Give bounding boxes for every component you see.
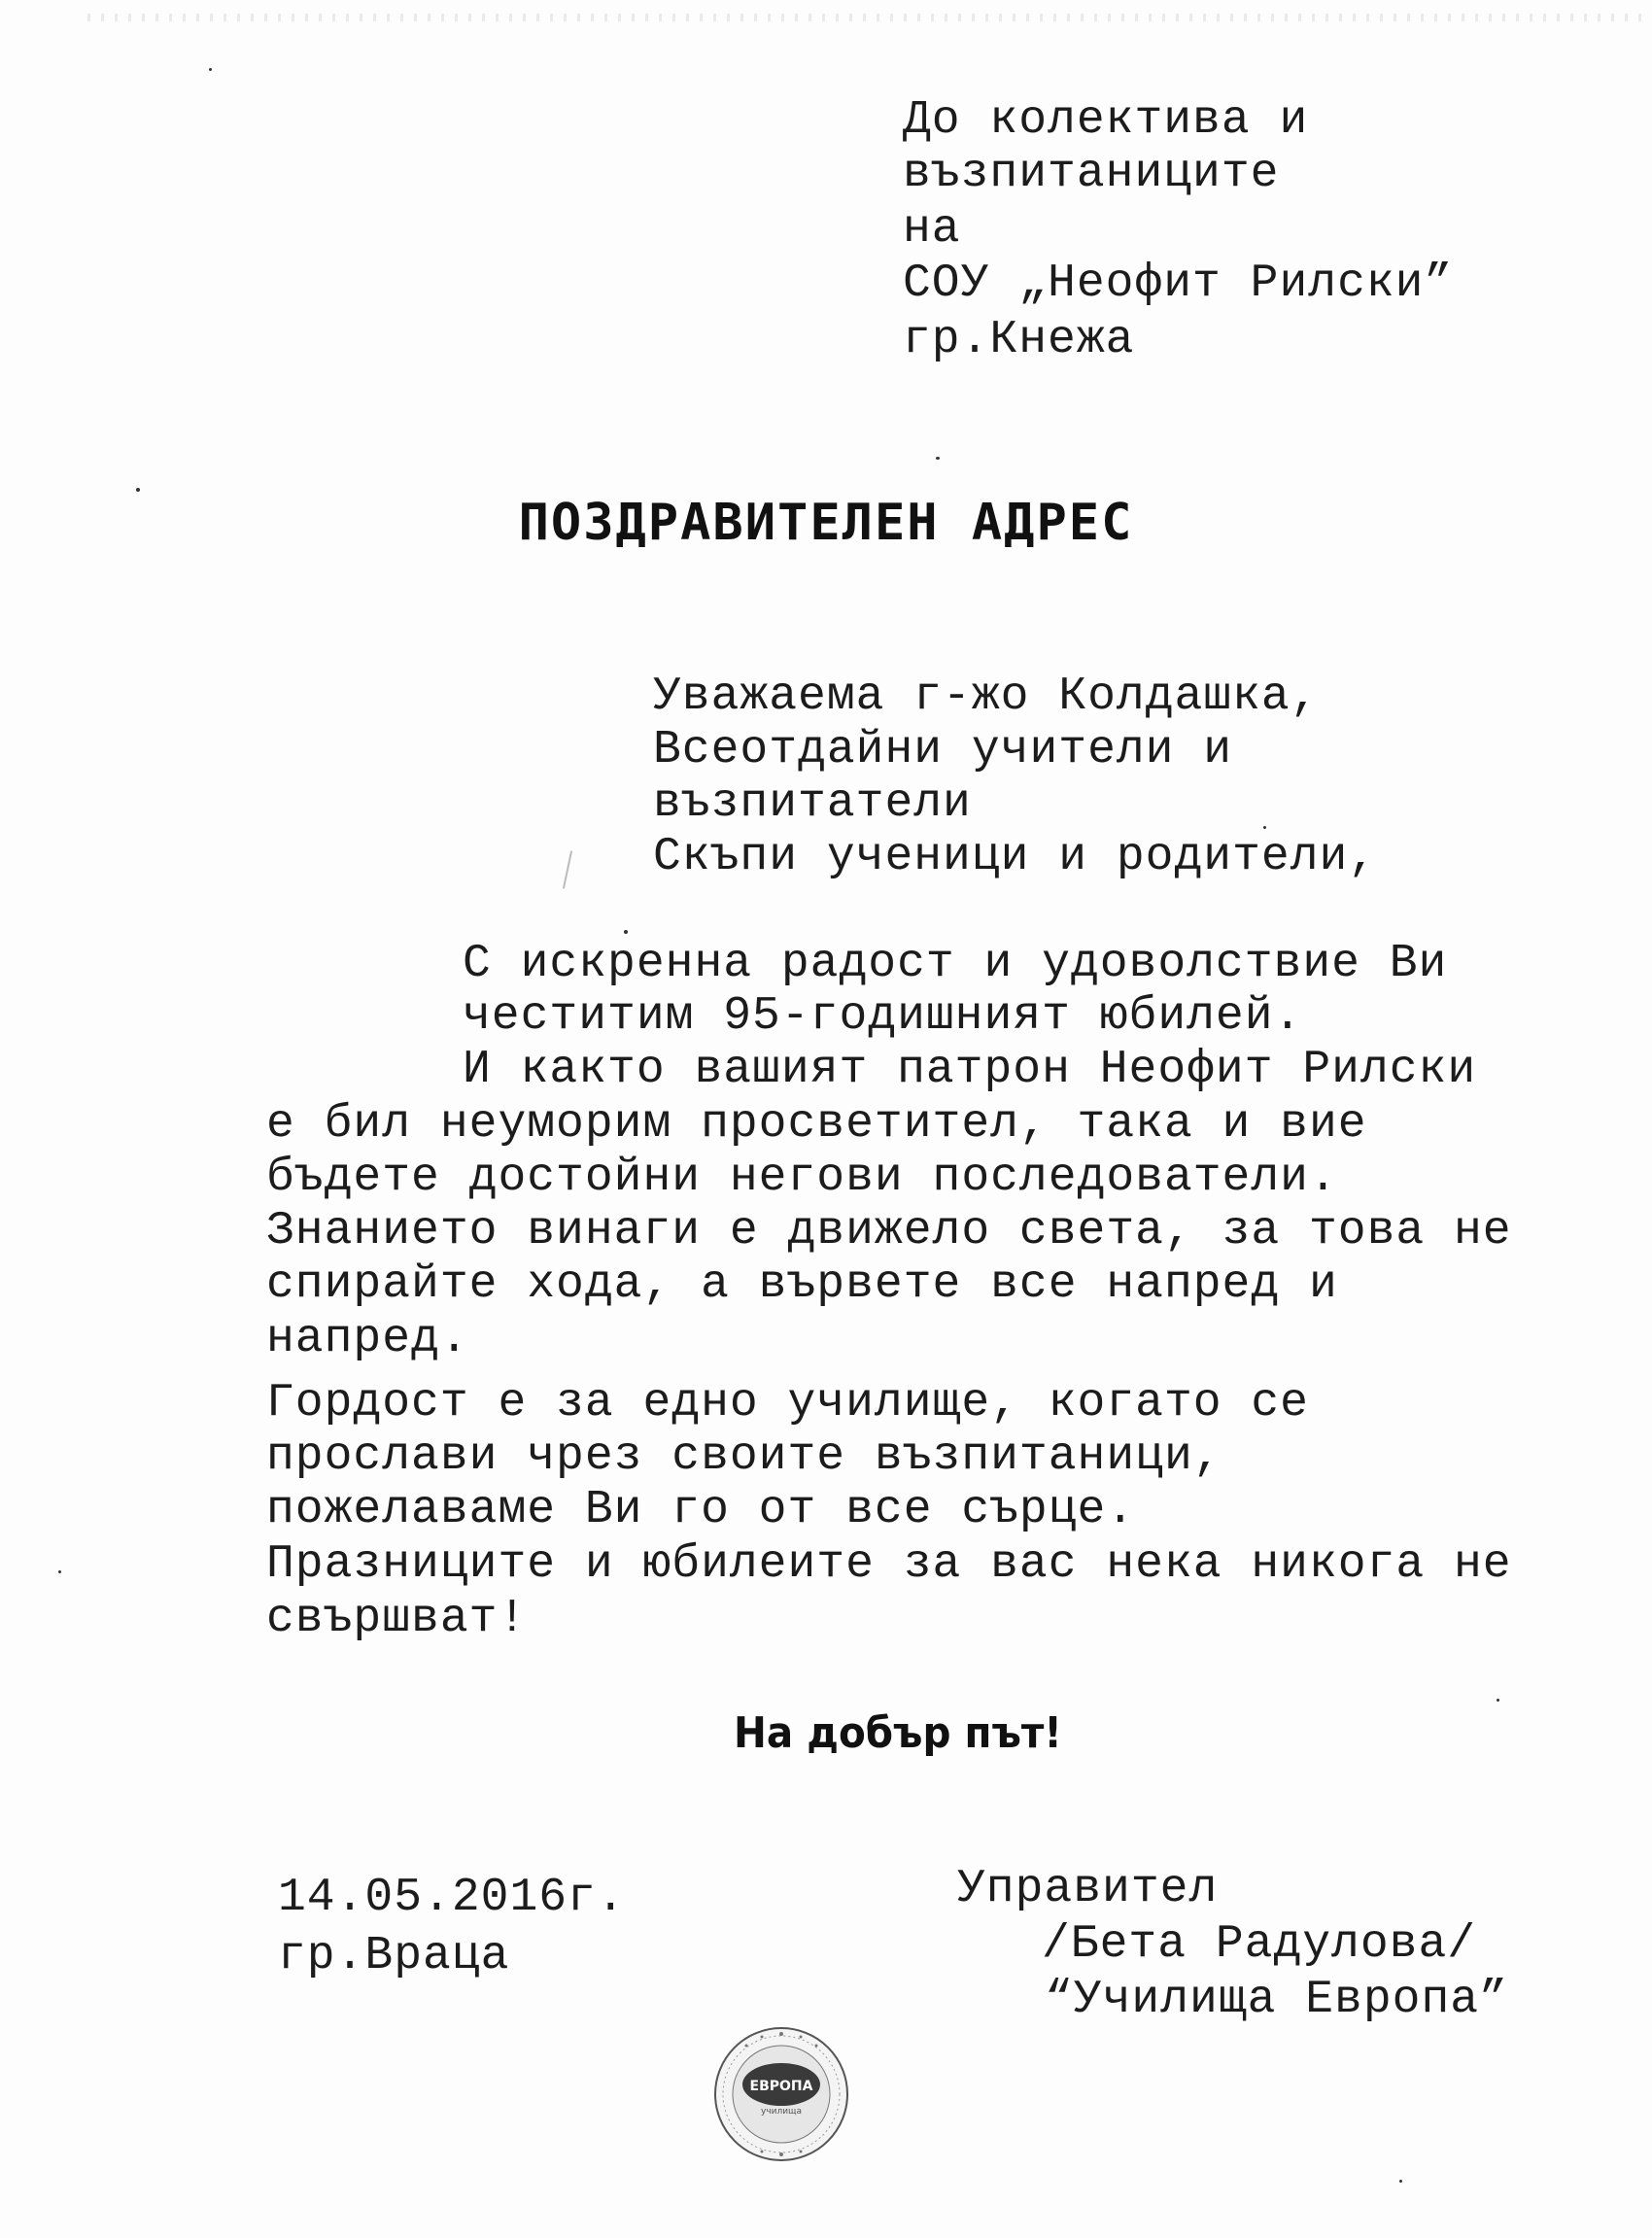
scan-speck	[1497, 1699, 1499, 1702]
scan-speck	[136, 488, 140, 492]
body-line: свършват!	[266, 1593, 528, 1645]
body-line: Гордост е за едно училище, когато се	[266, 1377, 1309, 1429]
signer-title: Управител	[957, 1863, 1219, 1915]
body-line: спирайте хода, а вървете все напред и	[266, 1258, 1338, 1311]
place-text: гр.Враца	[278, 1930, 510, 1982]
signer-name: /Бета Радулова/	[1042, 1918, 1477, 1971]
organization-name: “Училища Европа”	[1045, 1974, 1508, 2026]
body-line: пожелаваме Ви го от все сърце.	[266, 1484, 1136, 1536]
body-line: Знанието винаги е движело света, за това не	[266, 1205, 1512, 1257]
date-text: 14.05.2016г.	[278, 1872, 626, 1924]
salutation-line: Уважаема г-жо Колдашка,	[653, 671, 1320, 723]
page-title: ПОЗДРАВИТЕЛЕН АДРЕС	[518, 494, 1134, 552]
recipient-line: на	[903, 203, 961, 256]
body-line: прослави чрез своите възпитаници,	[266, 1430, 1222, 1483]
scan-speck	[1263, 826, 1266, 829]
salutation-line: възпитатели	[653, 777, 972, 830]
body-line: бъдете достойни негови последователи.	[266, 1152, 1338, 1204]
body-line: Празниците и юбилеите за вас нека никога не	[266, 1538, 1512, 1591]
scan-speck	[1399, 2180, 1402, 2183]
scan-speck	[624, 930, 628, 934]
salutation-line: Всеотдайни учители и	[653, 724, 1233, 776]
recipient-line: възпитаниците	[903, 148, 1280, 200]
school-seal-logo	[711, 2024, 851, 2164]
svg-text:ЕВРОПА: ЕВРОПА	[749, 2079, 813, 2094]
body-line: И както вашият патрон Неофит Рилски	[463, 1044, 1477, 1096]
body-line: честитим 95-годишният юбилей.	[463, 990, 1303, 1043]
body-line: напред.	[266, 1313, 469, 1365]
body-line: С искренна радост и удоволствие Ви	[463, 938, 1448, 990]
scan-speck	[209, 68, 212, 71]
scan-edge-noise	[87, 14, 1642, 21]
svg-text:училища: училища	[760, 2107, 803, 2117]
recipient-line: До колектива и	[903, 94, 1309, 147]
farewell-text: На добър път!	[734, 1708, 1062, 1758]
body-line: е бил неуморим просветител, така и вие	[266, 1098, 1367, 1151]
scan-speck	[58, 1570, 61, 1573]
salutation-line: Скъпи ученици и родители,	[653, 831, 1378, 883]
scan-speck	[936, 457, 940, 460]
recipient-line: гр.Кнежа	[903, 314, 1135, 366]
recipient-line: СОУ „Неофит Рилски”	[903, 258, 1454, 310]
scan-smudge	[563, 850, 572, 889]
